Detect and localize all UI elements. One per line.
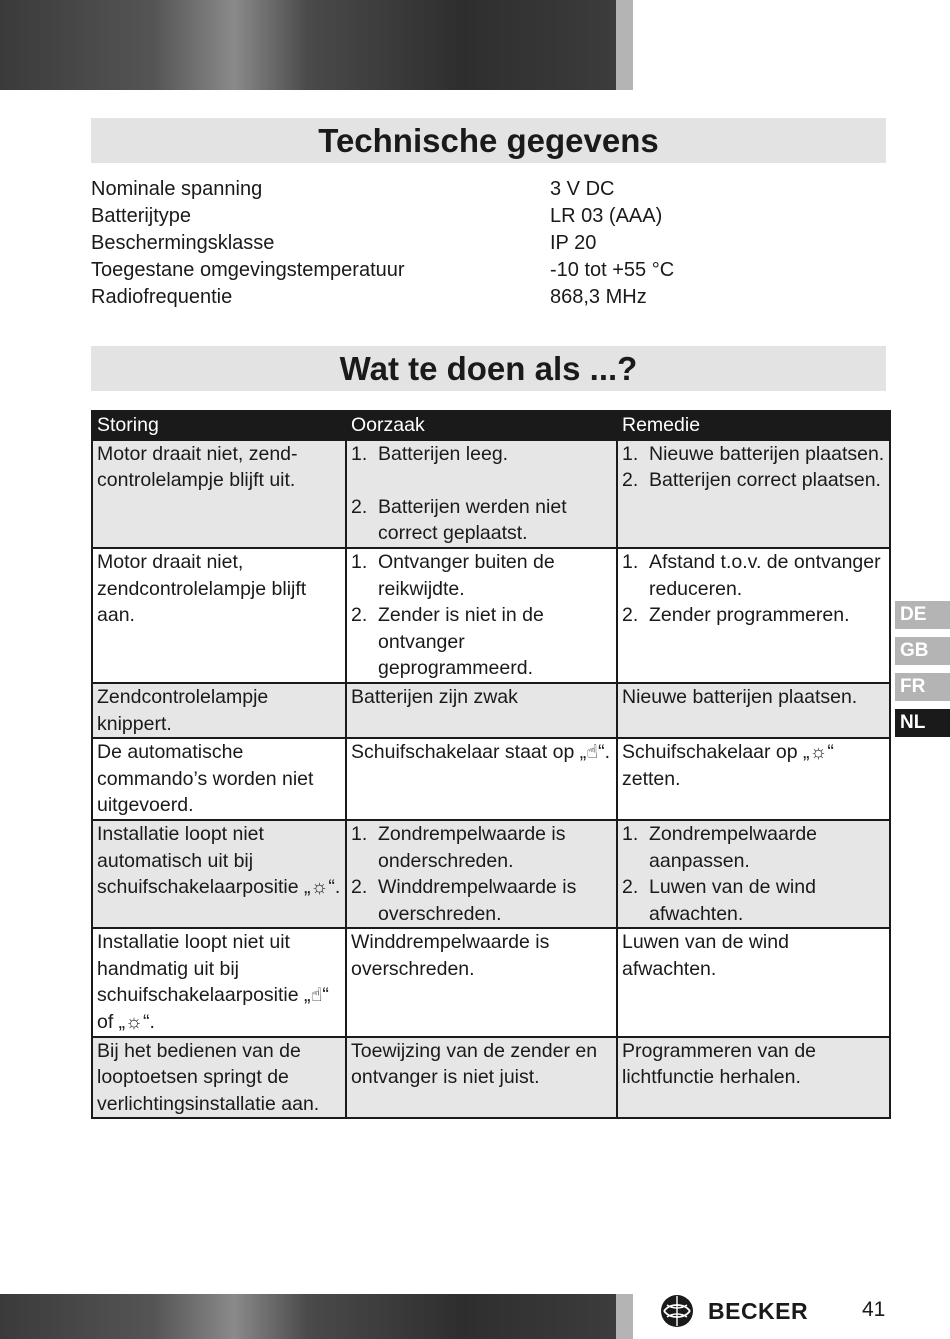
oorzaak-cell: Batterijen zijn zwak <box>346 683 617 738</box>
section-title-technical-data: Technische gegevens <box>91 118 886 163</box>
oorzaak-cell: Toewijzing van de zender en ontvanger is niet juist. <box>346 1037 617 1119</box>
storing-cell: Motor draait niet, zend-controlelampje blijft uit. <box>92 440 346 548</box>
table-row <box>92 440 890 548</box>
spec-value: -10 tot +55 °C <box>550 259 675 281</box>
remedie-cell: Schuifschakelaar op „☼“ zetten. <box>617 738 890 820</box>
step-number: 1. <box>622 822 639 845</box>
becker-logo-icon <box>660 1294 694 1328</box>
step-number: 2. <box>622 876 639 899</box>
header-remedie: Remedie <box>617 411 890 440</box>
step-number: 2. <box>351 604 368 627</box>
spec-row <box>91 176 886 203</box>
oorzaak-cell <box>346 548 617 683</box>
footer-banner <box>0 1294 616 1339</box>
oorzaak-cell: Winddrempelwaarde is overschreden. <box>346 928 617 1036</box>
storing-cell: Installatie loopt niet automatisch uit bij schuifschakelaarpositie „☼“. <box>92 820 346 928</box>
brand-name: BECKER <box>708 1297 809 1324</box>
step-text: Zender programmeren. <box>649 604 850 627</box>
step-text: Afstand t.o.v. de ontvanger reduceren. <box>649 550 881 600</box>
spec-label: Radiofrequentie <box>91 286 233 308</box>
oorzaak-cell <box>346 440 617 548</box>
storing-cell: Installatie loopt niet uit handmatig uit bij schuifschakelaarpositie „☝“ of „☼“. <box>92 928 346 1036</box>
lang-tab-nl[interactable]: NL <box>895 709 950 737</box>
step-text: Ontvanger buiten de reikwijdte. <box>378 550 555 600</box>
step-number: 1. <box>351 822 368 845</box>
step-number: 2. <box>622 469 639 492</box>
troubleshooting-table <box>91 410 891 1119</box>
remedie-cell <box>617 440 890 548</box>
step-number: 1. <box>351 442 368 465</box>
spec-row <box>91 284 886 311</box>
storing-cell: De automatische commando’s worden niet uitgevoerd. <box>92 738 346 820</box>
step-number: 1. <box>622 442 639 465</box>
spec-value: IP 20 <box>550 232 597 254</box>
step-number: 1. <box>351 550 368 573</box>
table-row <box>92 548 890 683</box>
spec-value: 3 V DC <box>550 178 615 200</box>
footer-banner-edge <box>616 1294 633 1339</box>
spec-row <box>91 230 886 257</box>
spec-row <box>91 203 886 230</box>
section-title-troubleshooting: Wat te doen als ...? <box>91 346 886 391</box>
list-item <box>351 441 613 468</box>
step-text: Batterijen werden niet correct geplaatst. <box>378 495 567 545</box>
step-text: Batterijen correct plaatsen. <box>649 469 881 492</box>
list-item <box>622 549 886 602</box>
header-storing: Storing <box>92 411 346 440</box>
step-text: Zondrempelwaarde aanpassen. <box>649 822 818 872</box>
language-tabs <box>895 601 950 745</box>
spec-list <box>91 176 886 311</box>
remedie-cell: Programmeren van de lichtfunctie herhalen. <box>617 1037 890 1119</box>
step-number: 2. <box>351 495 368 518</box>
oorzaak-cell <box>346 820 617 928</box>
table-row <box>92 738 890 820</box>
remedie-cell: Luwen van de wind afwachten. <box>617 928 890 1036</box>
list-item <box>622 602 886 629</box>
lang-tab-fr[interactable]: FR <box>895 673 950 701</box>
list-item <box>622 874 886 927</box>
remedie-cell <box>617 548 890 683</box>
table-row <box>92 683 890 738</box>
remedie-cell: Nieuwe batterijen plaatsen. <box>617 683 890 738</box>
spec-label: Beschermingsklasse <box>91 232 275 254</box>
spec-value: 868,3 MHz <box>550 286 647 308</box>
step-text: Nieuwe batterijen plaatsen. <box>649 442 885 465</box>
lang-tab-de[interactable]: DE <box>895 601 950 629</box>
table-row <box>92 928 890 1036</box>
step-text: Luwen van de wind afwachten. <box>649 876 816 925</box>
spec-label: Toegestane omgevingstemperatuur <box>91 259 405 281</box>
step-text: Zondrempelwaarde is onderschreden. <box>378 822 566 872</box>
header-oorzaak: Oorzaak <box>346 411 617 440</box>
step-number: 2. <box>351 876 368 899</box>
oorzaak-cell: Schuifschakelaar staat op „☝“. <box>346 738 617 820</box>
list-item <box>622 821 886 874</box>
list-item <box>351 549 613 602</box>
step-text: Winddrempelwaarde is overschreden. <box>378 876 577 925</box>
table-row <box>92 820 890 928</box>
brand <box>660 1293 808 1329</box>
storing-cell: Bij het bedienen van de looptoetsen springt de verlichtingsinstallatie aan. <box>92 1037 346 1119</box>
storing-cell: Motor draait niet, zendcontrolelampje blijft aan. <box>92 548 346 683</box>
list-item <box>351 602 613 682</box>
spec-row <box>91 257 886 284</box>
header-banner <box>0 0 616 90</box>
spec-value: LR 03 (AAA) <box>550 205 663 227</box>
table-header-row <box>92 411 890 440</box>
list-item <box>351 494 613 547</box>
step-text: Zender is niet in de ontvanger geprogrammeerd. <box>378 604 544 680</box>
table-row <box>92 1037 890 1119</box>
step-number: 2. <box>622 604 639 627</box>
remedie-cell <box>617 820 890 928</box>
header-banner-edge <box>616 0 633 90</box>
storing-cell: Zendcontrolelampje knippert. <box>92 683 346 738</box>
lang-tab-gb[interactable]: GB <box>895 637 950 665</box>
spec-label: Nominale spanning <box>91 178 263 200</box>
list-item <box>351 874 613 927</box>
step-number: 1. <box>622 550 639 573</box>
page-number: 41 <box>862 1298 886 1321</box>
list-item <box>622 467 886 494</box>
spec-label: Batterijtype <box>91 205 192 227</box>
step-text: Batterijen leeg. <box>378 442 509 465</box>
list-item <box>622 441 886 468</box>
list-item <box>351 821 613 874</box>
